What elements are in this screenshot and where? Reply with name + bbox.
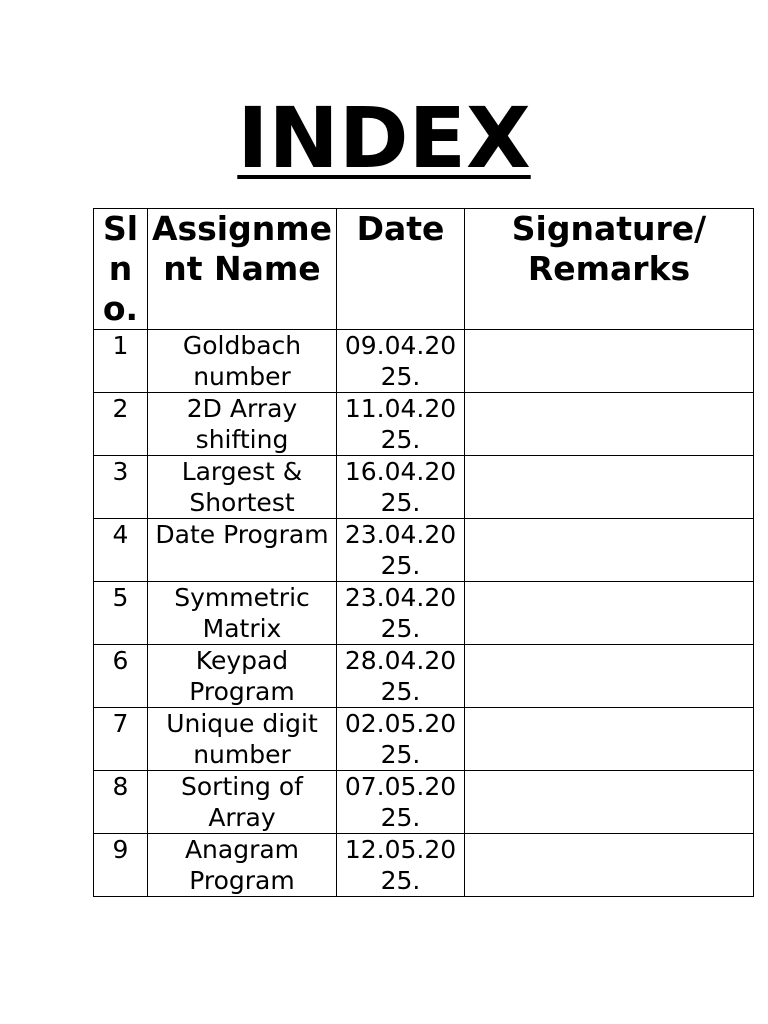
row-sl-no: 7 — [94, 708, 148, 771]
row-assignment-name: Largest & Shortest — [148, 456, 337, 519]
row-signature — [465, 393, 754, 456]
row-assignment-name: Date Program — [148, 519, 337, 582]
table-row — [94, 771, 754, 834]
row-date: 23.04.2025. — [337, 582, 465, 645]
row-sl-no: 3 — [94, 456, 148, 519]
table-row — [94, 456, 754, 519]
row-assignment-name: Keypad Program — [148, 645, 337, 708]
row-sl-no: 8 — [94, 771, 148, 834]
page-title-text: INDEX — [237, 89, 531, 187]
row-sl-no: 2 — [94, 393, 148, 456]
table-row — [94, 393, 754, 456]
row-assignment-name: Anagram Program — [148, 834, 337, 897]
header-signature-remarks: Signature/ Remarks — [465, 209, 754, 330]
index-table — [93, 208, 754, 897]
header-assignment-name: Assignment Name — [148, 209, 337, 330]
table-row — [94, 708, 754, 771]
row-signature — [465, 330, 754, 393]
row-assignment-name: Goldbach number — [148, 330, 337, 393]
row-sl-no: 9 — [94, 834, 148, 897]
row-signature — [465, 456, 754, 519]
row-date: 23.04.2025. — [337, 519, 465, 582]
header-date: Date — [337, 209, 465, 330]
row-assignment-name: Symmetric Matrix — [148, 582, 337, 645]
row-date: 02.05.2025. — [337, 708, 465, 771]
row-assignment-name: 2D Array shifting — [148, 393, 337, 456]
row-signature — [465, 645, 754, 708]
table-row — [94, 330, 754, 393]
row-date: 16.04.2025. — [337, 456, 465, 519]
row-signature — [465, 582, 754, 645]
row-sl-no: 1 — [94, 330, 148, 393]
table-row — [94, 645, 754, 708]
page-title — [0, 88, 768, 188]
row-assignment-name: Unique digit number — [148, 708, 337, 771]
row-signature — [465, 708, 754, 771]
table-row — [94, 834, 754, 897]
row-signature — [465, 834, 754, 897]
row-date: 12.05.2025. — [337, 834, 465, 897]
row-date: 09.04.2025. — [337, 330, 465, 393]
table-row — [94, 519, 754, 582]
header-sl-no: Sl no. — [94, 209, 148, 330]
row-sl-no: 4 — [94, 519, 148, 582]
row-date: 07.05.2025. — [337, 771, 465, 834]
table-row — [94, 582, 754, 645]
row-assignment-name: Sorting of Array — [148, 771, 337, 834]
row-sl-no: 6 — [94, 645, 148, 708]
row-date: 11.04.2025. — [337, 393, 465, 456]
row-signature — [465, 519, 754, 582]
row-sl-no: 5 — [94, 582, 148, 645]
row-date: 28.04.2025. — [337, 645, 465, 708]
table-header-row — [94, 209, 754, 330]
row-signature — [465, 771, 754, 834]
